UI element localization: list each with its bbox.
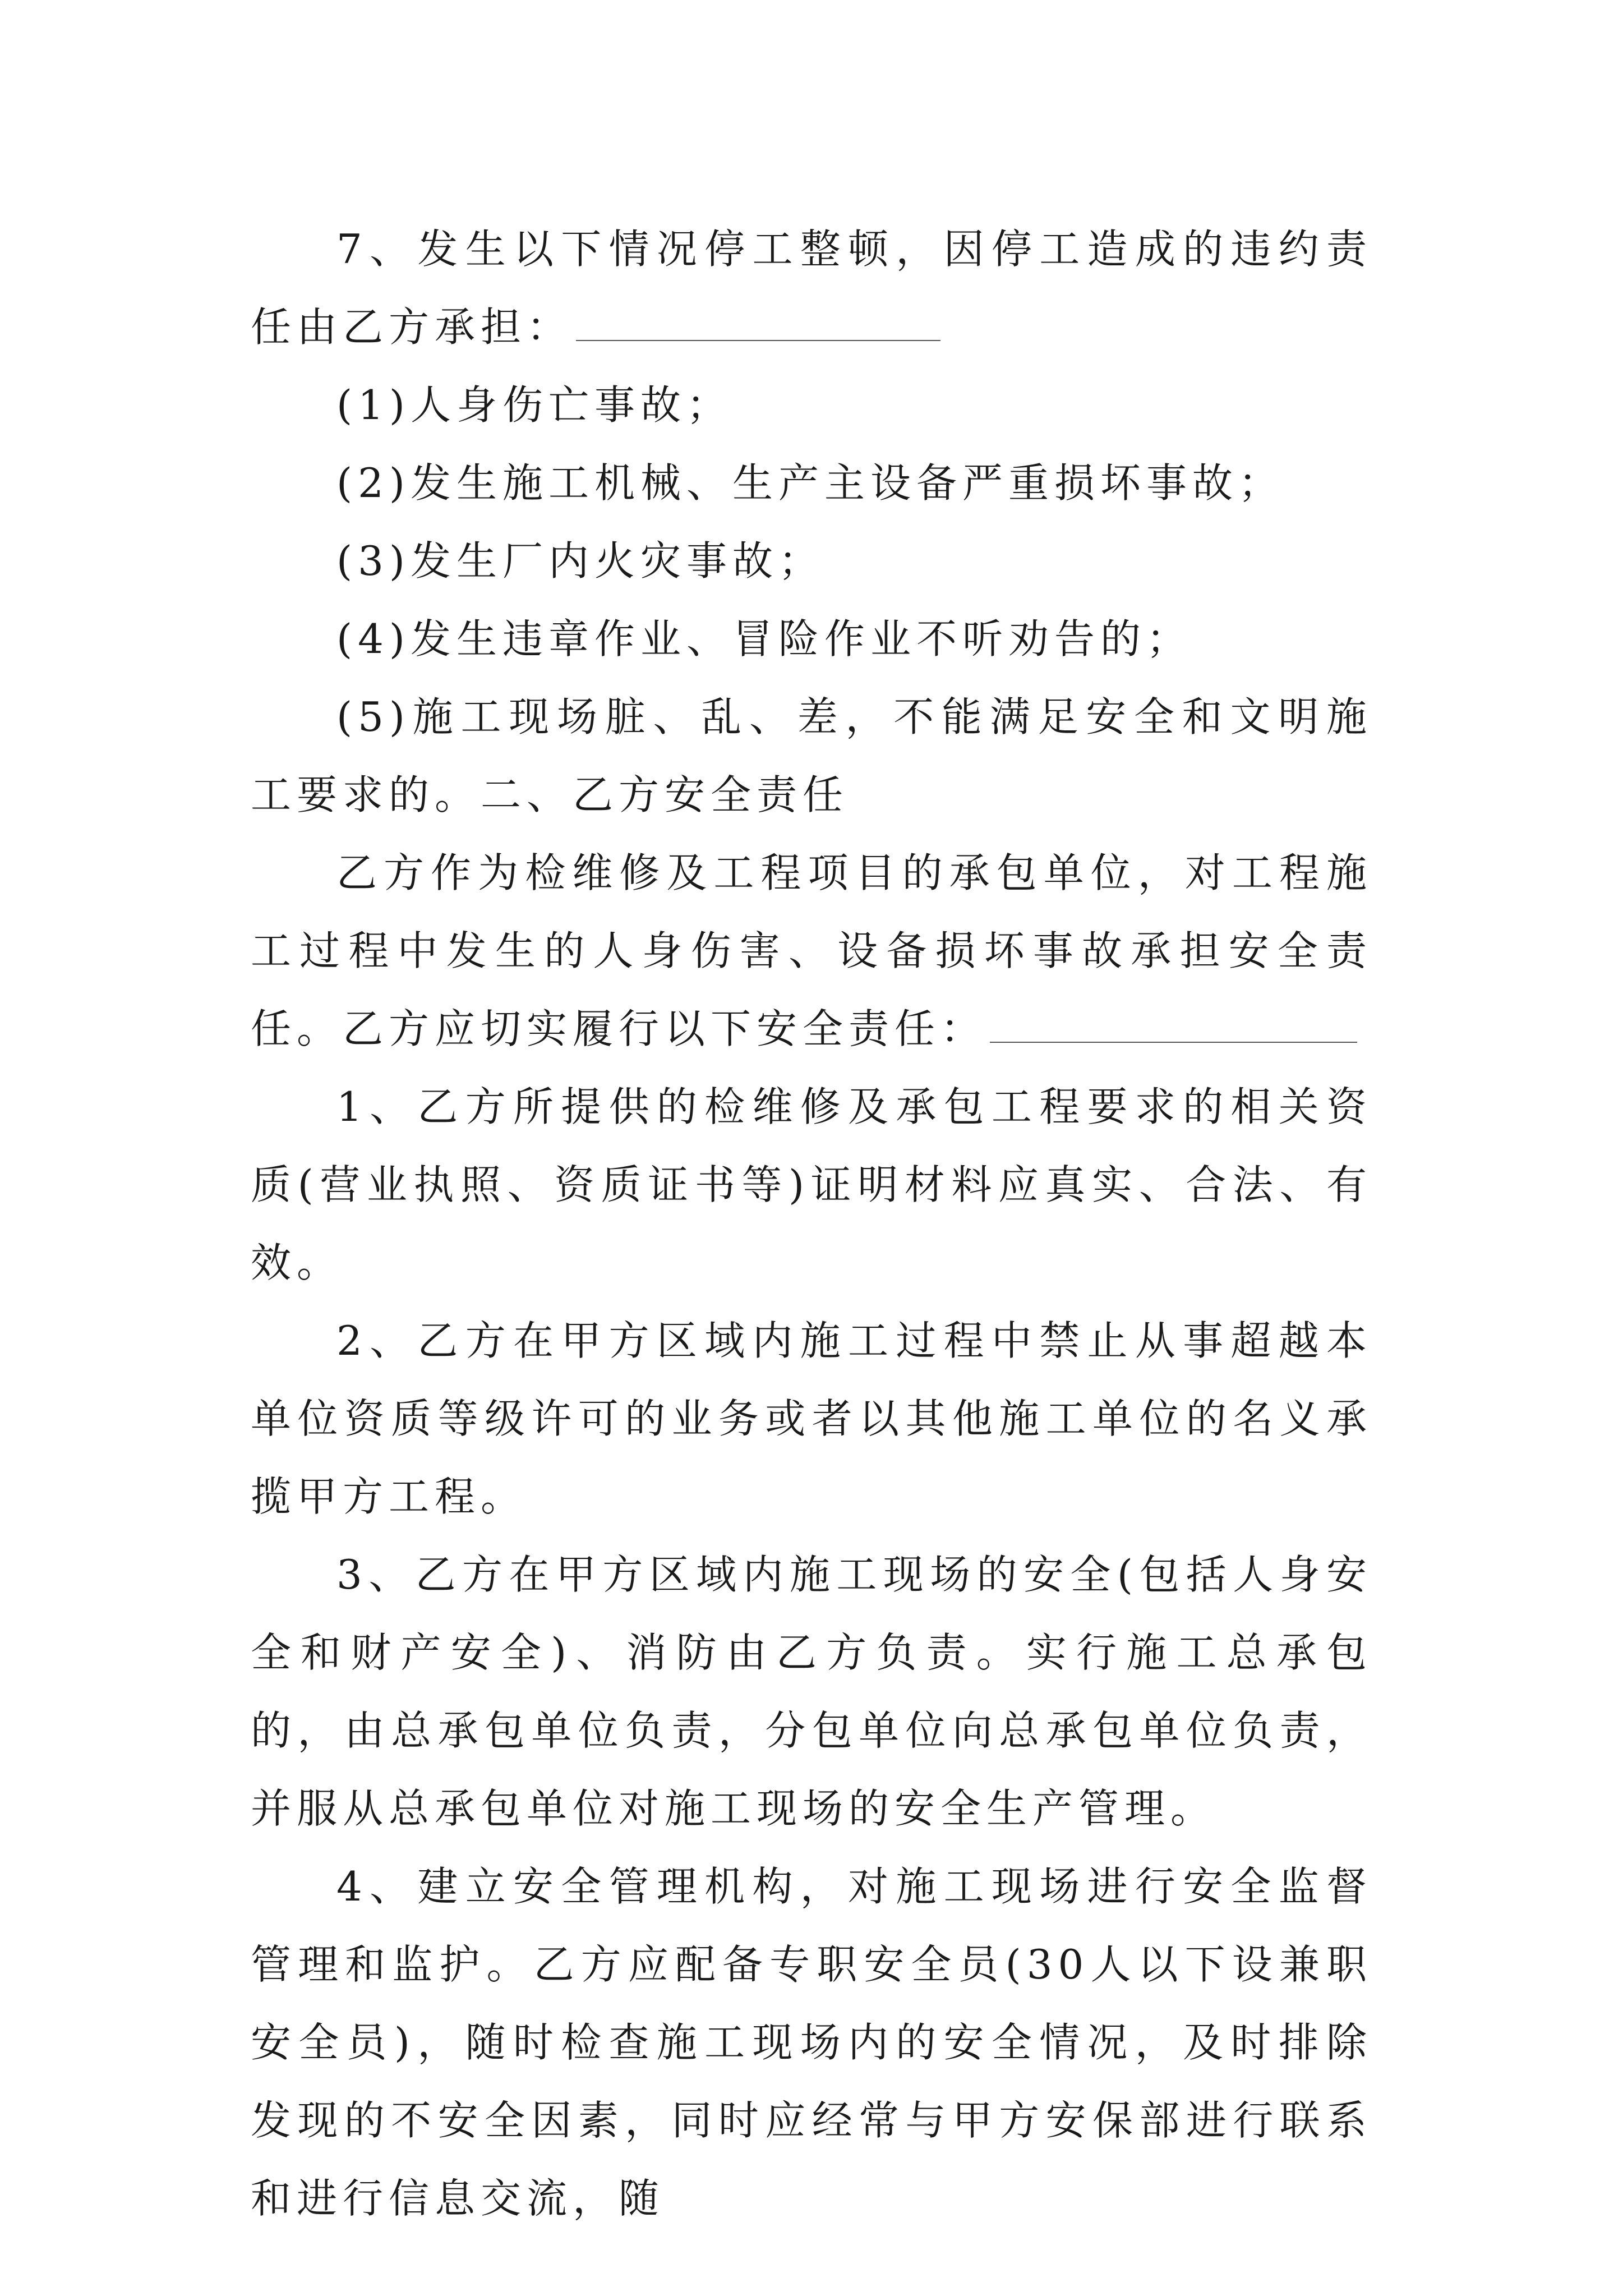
paragraph-item-7 (251, 210, 1372, 366)
paragraph-text: (4)发生违章作业、冒险作业不听劝告的； (336, 615, 1192, 662)
fill-in-blank (990, 1002, 1357, 1043)
paragraph-text: 7、发生以下情况停工整顿，因停工造成的违约责任由乙方承担： (251, 226, 1372, 351)
paragraph-item-3 (251, 1536, 1372, 1848)
paragraph-text: 3、乙方在甲方区域内施工现场的安全(包括人身安全和财产安全)、消防由乙方负责。实行施工总承包的，由总承包单位负责，分包单位向总承包单位负责，并服从总承包单位对施工现场的安全生产管理。 (251, 1551, 1372, 1832)
paragraph-item-7-4 (251, 600, 1372, 678)
paragraph-text: (5)施工现场脏、乱、差，不能满足安全和文明施工要求的。二、乙方安全责任 (251, 693, 1372, 818)
paragraph-text: 乙方作为检维修及工程项目的承包单位，对工程施工过程中发生的人身伤害、设备损坏事故承担安全责任。乙方应切实履行以下安全责任： (251, 849, 1372, 1052)
fill-in-blank (576, 301, 940, 341)
paragraph-item-7-1 (251, 366, 1372, 444)
paragraph-item-7-3 (251, 522, 1372, 600)
paragraph-text: 2、乙方在甲方区域内施工过程中禁止从事超越本单位资质等级许可的业务或者以其他施工单位的名义承揽甲方工程。 (251, 1317, 1372, 1520)
paragraph-item-7-2 (251, 444, 1372, 522)
paragraph-text: 4、建立安全管理机构，对施工现场进行安全监督管理和监护。乙方应配备专职安全员(30人以下设兼职安全员)，随时检查施工现场内的安全情况，及时排除发现的不安全因素，同时应经常与甲方安保部进行联系和进行信息交流，随 (251, 1863, 1372, 2222)
paragraph-item-7-5 (251, 678, 1372, 834)
paragraph-intro (251, 834, 1372, 1068)
paragraph-text: (1)人身伤亡事故； (336, 381, 732, 429)
paragraph-text: (3)发生厂内火灾事故； (336, 537, 824, 585)
paragraph-text: 1、乙方所提供的检维修及承包工程要求的相关资质(营业执照、资质证书等)证明材料应真实、合法、有效。 (251, 1083, 1372, 1286)
paragraph-item-4 (251, 1848, 1372, 2238)
paragraph-item-1 (251, 1068, 1372, 1302)
paragraph-item-2 (251, 1302, 1372, 1536)
document-body (251, 210, 1372, 2238)
paragraph-text: (2)发生施工机械、生产主设备严重损坏事故； (336, 459, 1284, 507)
